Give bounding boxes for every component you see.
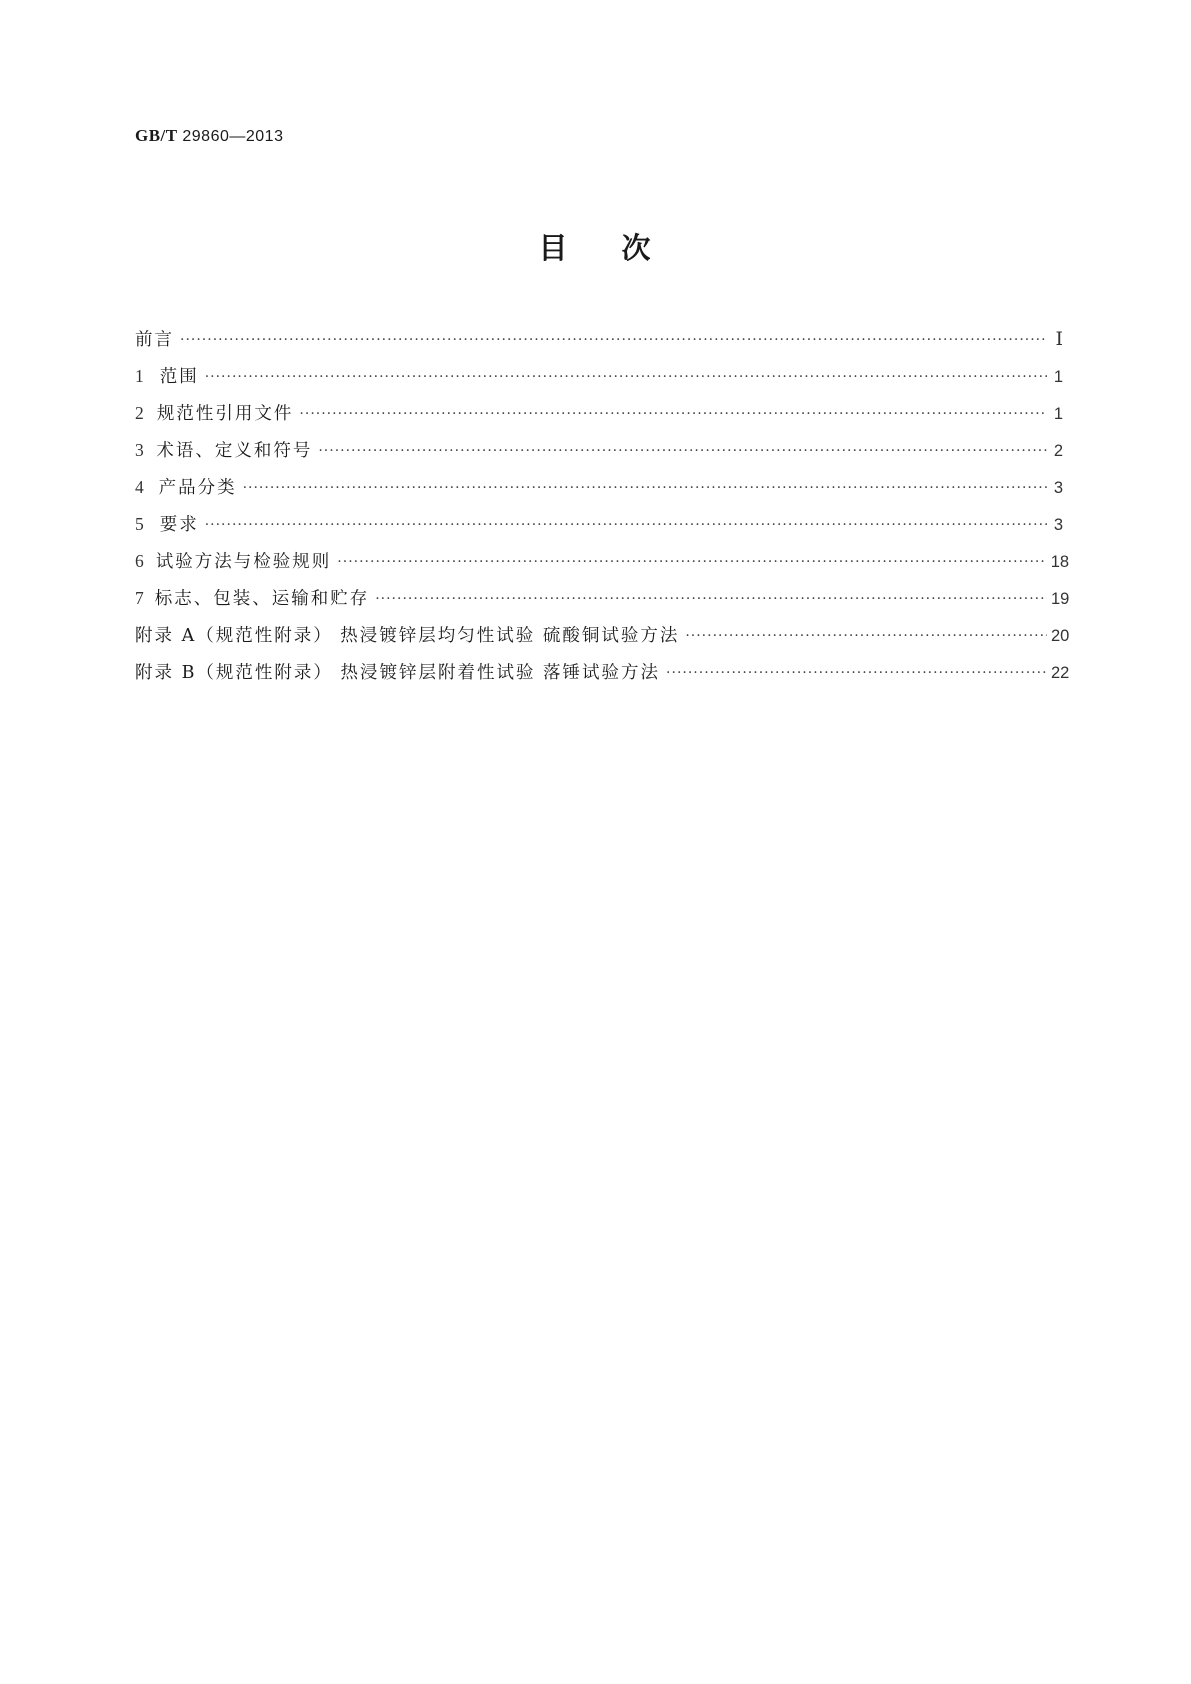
toc-entry-label: 范围	[159, 367, 199, 387]
toc-entry-page: 20	[1051, 627, 1070, 645]
toc-entry-label: 试验方法与检验规则	[155, 552, 332, 572]
toc-title-part2: 次	[621, 231, 653, 265]
toc-leader-dots	[318, 443, 1047, 459]
toc-entry-annex-a[interactable]	[135, 622, 1070, 659]
toc-entry-number: 1	[135, 366, 144, 386]
toc-leader-dots	[666, 665, 1047, 681]
toc-entry-label: 附录 B（规范性附录） 热浸镀锌层附着性试验 落锤试验方法	[135, 663, 661, 683]
toc-leader-dots	[685, 628, 1047, 644]
table-of-contents	[135, 326, 1070, 696]
toc-entry-4[interactable]	[135, 474, 1063, 511]
toc-leader-dots	[375, 591, 1047, 607]
toc-entry-label: 标志、包装、运输和贮存	[154, 589, 370, 609]
standard-code-number: 29860—2013	[182, 128, 284, 145]
toc-title	[0, 226, 1191, 267]
toc-leader-dots	[243, 480, 1047, 496]
toc-leader-dots	[337, 554, 1046, 570]
toc-entry-1[interactable]	[135, 363, 1063, 400]
toc-entry-page: 3	[1053, 516, 1063, 534]
toc-entry-5[interactable]	[135, 511, 1063, 548]
toc-entry-6[interactable]	[135, 548, 1070, 585]
toc-entry-label: 产品分类	[158, 478, 237, 498]
toc-entry-number: 2	[135, 403, 144, 423]
toc-entry-foreword[interactable]	[135, 326, 1063, 363]
toc-entry-page: 3	[1053, 479, 1063, 497]
toc-entry-number: 4	[135, 477, 144, 497]
toc-entry-page: 1	[1053, 368, 1063, 386]
toc-entry-label: 术语、定义和符号	[156, 441, 313, 461]
toc-entry-number: 6	[135, 551, 144, 571]
toc-entry-label: 前言	[135, 330, 174, 350]
toc-entry-page: 18	[1050, 553, 1070, 571]
toc-entry-number: 5	[135, 514, 144, 534]
toc-title-part1: 目	[538, 231, 570, 265]
toc-entry-label: 附录 A（规范性附录） 热浸镀锌层均匀性试验 硫酸铜试验方法	[135, 626, 680, 646]
toc-entry-label: 要求	[159, 515, 199, 535]
toc-entry-7[interactable]	[135, 585, 1070, 622]
toc-entry-page: 1	[1053, 405, 1063, 423]
toc-entry-page: 19	[1051, 590, 1070, 608]
toc-entry-annex-b[interactable]	[135, 659, 1070, 696]
toc-entry-page: 22	[1051, 664, 1070, 682]
toc-entry-3[interactable]	[135, 437, 1063, 474]
toc-leader-dots	[205, 517, 1047, 533]
toc-leader-dots	[299, 406, 1047, 422]
toc-entry-label: 规范性引用文件	[156, 404, 294, 424]
toc-entry-page: 2	[1053, 442, 1063, 460]
toc-entry-page: Ⅰ	[1055, 329, 1063, 350]
toc-entry-number: 7	[135, 588, 144, 608]
toc-entry-number: 3	[135, 440, 144, 460]
toc-leader-dots	[180, 332, 1047, 348]
standard-code	[135, 126, 283, 146]
toc-leader-dots	[205, 369, 1047, 385]
standard-code-prefix: GB/T	[135, 126, 178, 145]
toc-entry-2[interactable]	[135, 400, 1063, 437]
